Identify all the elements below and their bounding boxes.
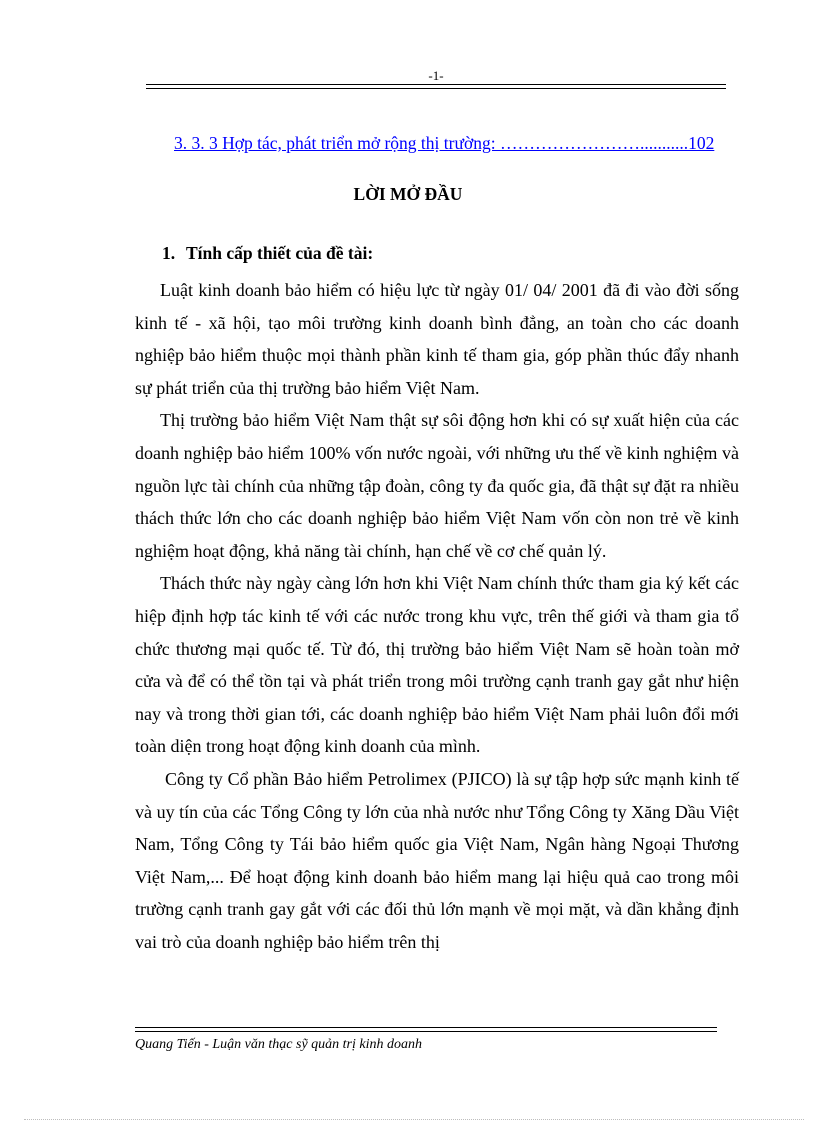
paragraph: Luật kinh doanh bảo hiểm có hiệu lực từ ngày 01/ 04/ 2001 đã đi vào đời sống kinh tế - xã hội, tạo môi trường kinh doanh bình đẳng, an toàn cho các doanh nghiệp bảo hiểm thuộc mọi thành phần kinh tế tham gia, góp phần thúc đẩy nhanh sự phát triển của thị trường bảo hiểm Việt Nam. <box>135 280 739 398</box>
body-text <box>135 274 739 958</box>
page-number: -1- <box>428 68 444 83</box>
header-rule <box>146 84 726 89</box>
paragraph: Thị trường bảo hiểm Việt Nam thật sự sôi động hơn khi có sự xuất hiện của các doanh nghiệp bảo hiểm 100% vốn nước ngoài, với những ưu thế về kinh nghiệm và nguồn lực tài chính của những tập đoàn, công ty đa quốc gia, đã thật sự đặt ra nhiều thách thức lớn cho các doanh nghiệp bảo hiểm Việt Nam vốn còn non trẻ về kinh nghiệm hoạt động, khả năng tài chính, hạn chế về cơ chế quản lý. <box>135 410 739 561</box>
footer-rule <box>135 1027 717 1032</box>
section-number: 1. <box>162 243 176 263</box>
paragraph: Công ty Cổ phần Bảo hiểm Petrolimex (PJICO) là sự tập hợp sức mạnh kinh tế và uy tín của các Tổng Công ty lớn của nhà nước như Tổng Công ty Xăng Dầu Việt Nam, Tổng Công ty Tái bảo hiểm quốc gia Việt Nam, Ngân hàng Ngoại Thương Việt Nam,... Để hoạt động kinh doanh bảo hiểm mang lại hiệu quả cao trong môi trường cạnh tranh gay gắt với các đối thủ lớn mạnh về mọi mặt, và dần khẳng định vai trò của doanh nghiệp bảo hiểm trên thị <box>135 768 739 952</box>
page-edge-divider <box>24 1119 804 1120</box>
section-heading <box>162 243 373 264</box>
toc-entry-link[interactable]: 3. 3. 3 Hợp tác, phát triển mở rộng thị trường: ……………………...........102 <box>174 133 715 153</box>
section-title: Tính cấp thiết của đề tài: <box>186 243 374 263</box>
paragraph: Thách thức này ngày càng lớn hơn khi Việt Nam chính thức tham gia ký kết các hiệp định hợp tác kinh tế với các nước trong khu vực, trên thế giới và tham gia tổ chức thương mại quốc tế. Từ đó, thị trường bảo hiểm Việt Nam sẽ hoàn toàn mở cửa và để có thể tồn tại và phát triển trong môi trường cạnh tranh gay gắt như hiện nay và trong thời gian tới, các doanh nghiệp bảo hiểm Việt Nam phải luôn đổi mới toàn diện trong hoạt động kinh doanh của mình. <box>135 573 739 757</box>
page-title: LỜI MỞ ĐẦU <box>353 184 463 204</box>
footer-text: Quang Tiến - Luận văn thạc sỹ quản trị kinh doanh <box>135 1037 422 1052</box>
